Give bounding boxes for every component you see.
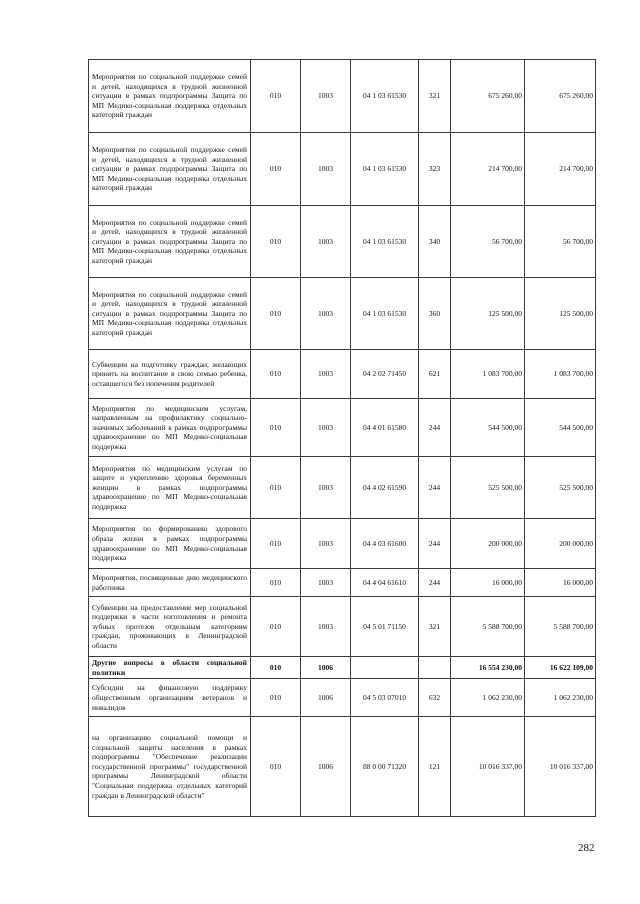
cell-description: Мероприятия, посвященные дню медицинского работника xyxy=(89,569,251,597)
cell-section: 010 xyxy=(251,597,301,657)
cell-description: Мероприятия по социальной поддержке семей и детей, находящихся в трудной жизненной ситуации в рамках подпрограммы Защита по МП Медико-социальная поддержка отдельных категорий граждан xyxy=(89,278,251,350)
cell-description: Мероприятия по социальной поддержке семей и детей, находящихся в трудной жизненной ситуации в рамках подпрограммы Защита по МП Медико-социальная поддержка отдельных категорий граждан xyxy=(89,206,251,278)
cell-target-article: 04 4 03 61600 xyxy=(351,519,419,569)
cell-section: 010 xyxy=(251,519,301,569)
cell-expense-type: 121 xyxy=(419,717,451,817)
cell-target-article xyxy=(351,657,419,679)
table-row xyxy=(89,457,596,519)
budget-table xyxy=(88,59,596,817)
cell-expense-type: 244 xyxy=(419,457,451,519)
cell-section: 010 xyxy=(251,60,301,133)
cell-amount-2: 5 588 700,00 xyxy=(525,597,596,657)
page-number: 282 xyxy=(578,842,595,854)
cell-subsection: 1003 xyxy=(301,350,351,399)
cell-description: Субвенции на подготовку граждан, желающих принять на воспитание в свою семью ребенка, оставшегося без попечения родителей xyxy=(89,350,251,399)
cell-amount-1: 56 700,00 xyxy=(451,206,525,278)
cell-subsection: 1003 xyxy=(301,519,351,569)
cell-amount-2: 1 083 700,00 xyxy=(525,350,596,399)
cell-section: 010 xyxy=(251,717,301,817)
cell-target-article: 04 5 03 07010 xyxy=(351,679,419,717)
cell-subsection: 1003 xyxy=(301,399,351,457)
cell-amount-1: 5 588 700,00 xyxy=(451,597,525,657)
table-row xyxy=(89,717,596,817)
cell-description: Субсидии на финансовую поддержку общественным организациям ветеранов и инвалидов xyxy=(89,679,251,717)
table-row xyxy=(89,133,596,206)
table-row xyxy=(89,519,596,569)
cell-description: Мероприятия по социальной поддержке семей и детей, находящихся в трудной жизненной ситуации в рамках подпрограммы Защита по МП Медико-социальная поддержка отдельных категорий граждан xyxy=(89,133,251,206)
cell-section: 010 xyxy=(251,457,301,519)
cell-subsection: 1003 xyxy=(301,597,351,657)
cell-amount-1: 1 062 230,00 xyxy=(451,679,525,717)
cell-amount-1: 16 554 230,00 xyxy=(451,657,525,679)
cell-target-article: 04 1 03 61530 xyxy=(351,278,419,350)
cell-amount-1: 675 260,00 xyxy=(451,60,525,133)
cell-target-article: 04 1 03 61530 xyxy=(351,206,419,278)
cell-subsection: 1003 xyxy=(301,60,351,133)
cell-target-article: 88 0 00 71320 xyxy=(351,717,419,817)
cell-section: 010 xyxy=(251,133,301,206)
table-row xyxy=(89,399,596,457)
table-row xyxy=(89,350,596,399)
cell-description: Другие вопросы в области социальной политики xyxy=(89,657,251,679)
cell-expense-type: 621 xyxy=(419,350,451,399)
cell-amount-2: 56 700,00 xyxy=(525,206,596,278)
cell-expense-type: 244 xyxy=(419,519,451,569)
cell-amount-2: 675 260,00 xyxy=(525,60,596,133)
cell-amount-1: 544 500,00 xyxy=(451,399,525,457)
cell-target-article: 04 4 02 61590 xyxy=(351,457,419,519)
cell-description: Мероприятия по медицинским услугам, направленным на профилактику социально- значимых заболеваний в рамках подпрограммы здравоохранение по МП Медико-социальная поддержка xyxy=(89,399,251,457)
cell-target-article: 04 1 03 61530 xyxy=(351,60,419,133)
cell-amount-1: 16 000,00 xyxy=(451,569,525,597)
cell-amount-2: 214 700,00 xyxy=(525,133,596,206)
cell-amount-1: 214 700,00 xyxy=(451,133,525,206)
cell-expense-type: 321 xyxy=(419,60,451,133)
cell-amount-2: 200 000,00 xyxy=(525,519,596,569)
cell-amount-1: 200 000,00 xyxy=(451,519,525,569)
cell-subsection: 1003 xyxy=(301,569,351,597)
cell-amount-1: 1 083 700,00 xyxy=(451,350,525,399)
cell-amount-2: 16 000,00 xyxy=(525,569,596,597)
cell-section: 010 xyxy=(251,569,301,597)
cell-expense-type: 632 xyxy=(419,679,451,717)
budget-table-body xyxy=(89,60,596,817)
cell-section: 010 xyxy=(251,679,301,717)
cell-target-article: 04 1 03 61530 xyxy=(351,133,419,206)
cell-description: Мероприятия по формированию здорового образа жизни в рамках подпрограммы здравоохранение по МП Медико-социальная поддержка xyxy=(89,519,251,569)
cell-expense-type: 321 xyxy=(419,597,451,657)
cell-subsection: 1003 xyxy=(301,278,351,350)
table-row xyxy=(89,278,596,350)
cell-subsection: 1003 xyxy=(301,206,351,278)
cell-amount-1: 10 016 337,00 xyxy=(451,717,525,817)
cell-amount-2: 10 016 337,00 xyxy=(525,717,596,817)
cell-amount-2: 16 622 109,00 xyxy=(525,657,596,679)
cell-target-article: 04 4 04 61610 xyxy=(351,569,419,597)
table-row xyxy=(89,60,596,133)
cell-target-article: 04 2 02 71450 xyxy=(351,350,419,399)
cell-section: 010 xyxy=(251,399,301,457)
cell-description: Мероприятия по медицинским услугам по защите и укреплению здоровья беременных женщин в рамках подпрограммы здравоохранение по МП Медико-социальная поддержка xyxy=(89,457,251,519)
cell-target-article: 04 5 01 71150 xyxy=(351,597,419,657)
cell-expense-type: 340 xyxy=(419,206,451,278)
cell-description: Субвенции на предоставление мер социальной поддержки в части изготовления и ремонта зубных протезов отдельным категориям граждан, проживающих в Ленинградской области xyxy=(89,597,251,657)
cell-subsection: 1006 xyxy=(301,717,351,817)
cell-amount-2: 1 062 230,00 xyxy=(525,679,596,717)
cell-expense-type: 323 xyxy=(419,133,451,206)
table-row xyxy=(89,569,596,597)
table-row xyxy=(89,206,596,278)
cell-amount-1: 525 500,00 xyxy=(451,457,525,519)
cell-expense-type: 244 xyxy=(419,399,451,457)
cell-subsection: 1003 xyxy=(301,457,351,519)
cell-subsection: 1006 xyxy=(301,679,351,717)
cell-amount-2: 544 500,00 xyxy=(525,399,596,457)
cell-amount-2: 525 500,00 xyxy=(525,457,596,519)
cell-amount-1: 125 500,00 xyxy=(451,278,525,350)
table-row xyxy=(89,597,596,657)
cell-section: 010 xyxy=(251,657,301,679)
cell-target-article: 04 4 01 61580 xyxy=(351,399,419,457)
cell-expense-type xyxy=(419,657,451,679)
cell-expense-type: 244 xyxy=(419,569,451,597)
cell-subsection: 1003 xyxy=(301,133,351,206)
cell-section: 010 xyxy=(251,350,301,399)
cell-description: Мероприятия по социальной поддержке семей и детей, находящихся в трудной жизненной ситуации в рамках подпрограммы Защита по МП Медико-социальная поддержка отдельных категорий граждан xyxy=(89,60,251,133)
cell-section: 010 xyxy=(251,206,301,278)
cell-expense-type: 360 xyxy=(419,278,451,350)
table-row xyxy=(89,679,596,717)
cell-amount-2: 125 500,00 xyxy=(525,278,596,350)
cell-section: 010 xyxy=(251,278,301,350)
section-total-row xyxy=(89,657,596,679)
cell-description: на организацию социальной помощи и социальной защиты населения в рамках подпрограммы "Обеспечение реализации государственной программы" государственной программы Ленинградской области "Социальная поддержка отдельных категорий граждан в Ленинградской области" xyxy=(89,717,251,817)
cell-subsection: 1006 xyxy=(301,657,351,679)
